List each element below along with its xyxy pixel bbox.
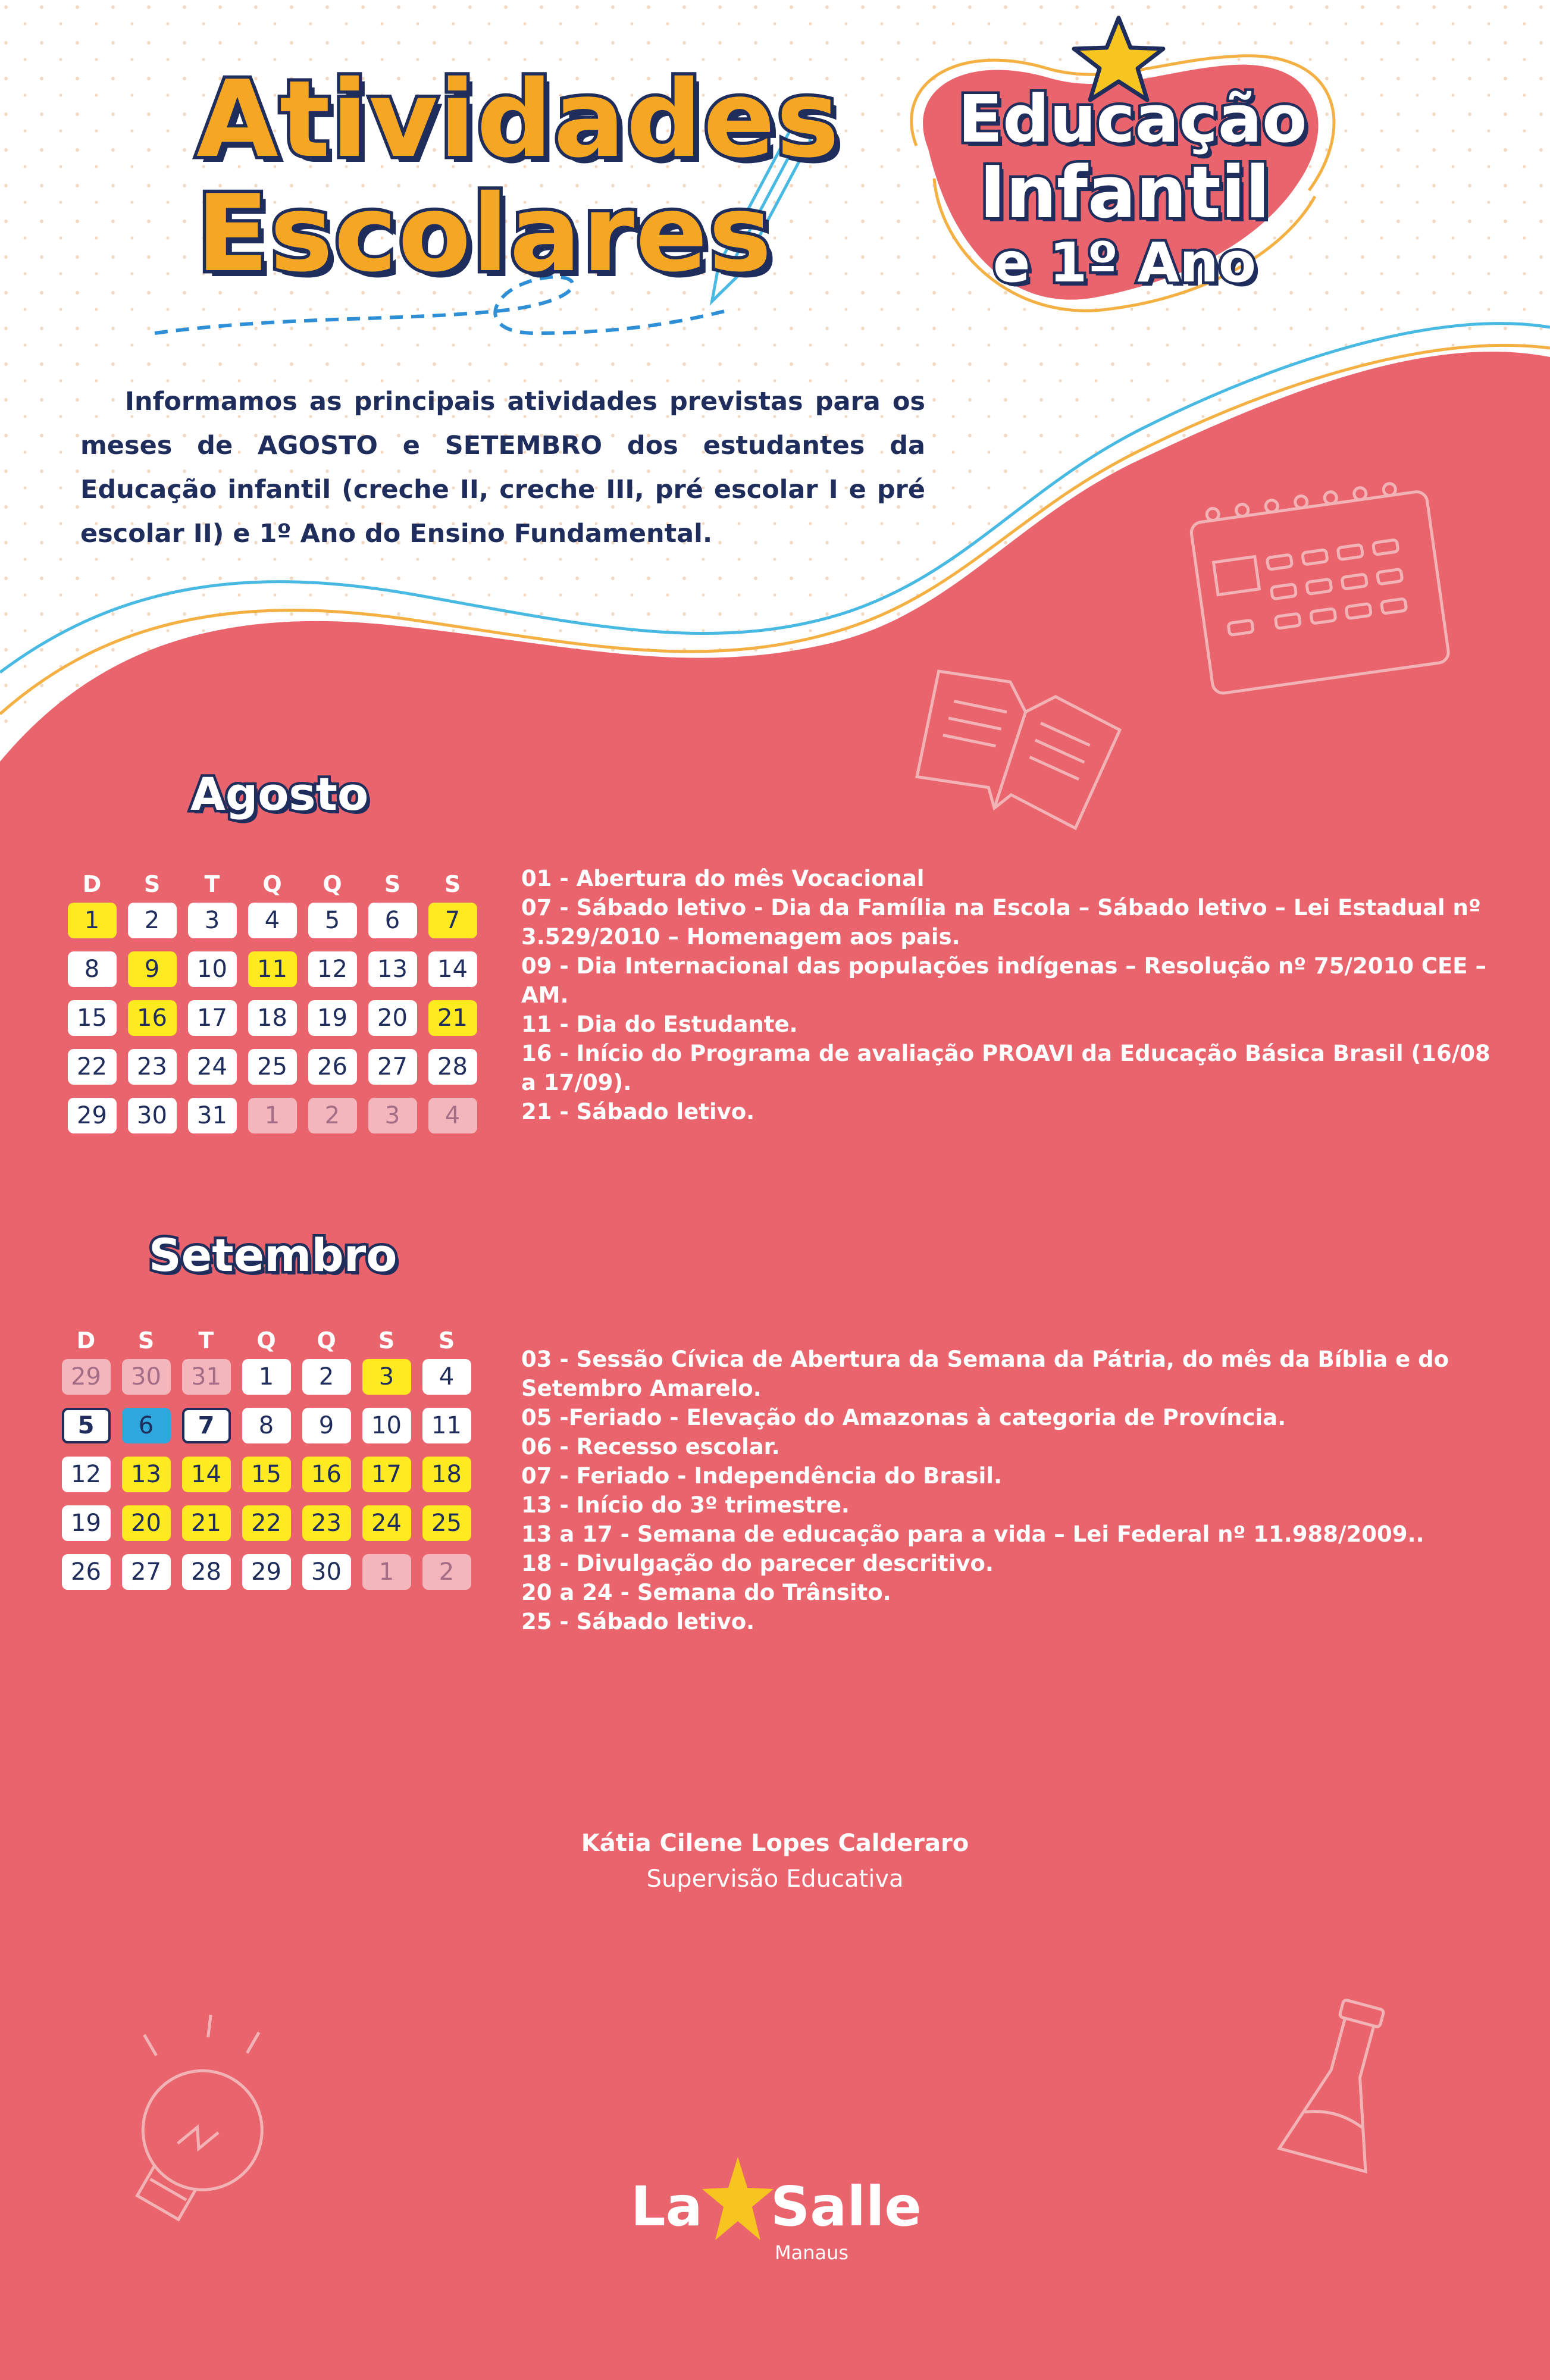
weekday-label: T — [204, 871, 220, 897]
calendar-day: 9 — [302, 1408, 351, 1443]
calendar-day: 23 — [128, 1049, 177, 1085]
calendar-day: 7 — [182, 1408, 231, 1443]
calendar-day: 29 — [242, 1554, 291, 1590]
calendar-day: 19 — [62, 1505, 111, 1541]
calendar-day: 4 — [248, 903, 297, 938]
calendar-week — [62, 1098, 502, 1147]
weekday-label: Q — [317, 1327, 336, 1354]
event-item: 20 a 24 - Semana do Trânsito. — [521, 1580, 891, 1605]
calendar-day: 16 — [302, 1457, 351, 1492]
august-title: Agosto — [190, 768, 369, 821]
calendar-day: 11 — [422, 1408, 471, 1443]
signature-role: Supervisão Educativa — [646, 1865, 904, 1893]
intro-paragraph: Informamos as principais atividades previstas para os meses de AGOSTO e SETEMBRO dos estudantes da Educação infantil (creche II, creche III, pré escolar I e pré escolar II) e 1º Ano do Ensino Fundamental. — [80, 387, 925, 549]
calendar-day: 24 — [188, 1049, 237, 1085]
calendar-day: 6 — [122, 1408, 171, 1443]
calendar-day: 26 — [62, 1554, 111, 1590]
signature-name: Kátia Cilene Lopes Calderaro — [581, 1830, 969, 1857]
calendar-day: 24 — [362, 1505, 411, 1541]
weekday-label: Q — [322, 871, 342, 897]
event-item: 09 - Dia Internacional das populações indígenas – Resolução nº 75/2010 CEE – AM. — [521, 953, 1486, 1008]
weekday-label: S — [384, 871, 401, 897]
la-salle-logo — [631, 2157, 922, 2264]
weekday-header — [56, 1322, 496, 1359]
calendar-day: 28 — [182, 1554, 231, 1590]
calendar-day: 29 — [68, 1098, 117, 1133]
calendar-day: 2 — [302, 1359, 351, 1395]
calendar-week — [62, 903, 502, 951]
logo-word-salle: Salle — [771, 2175, 922, 2238]
weekday-label: S — [378, 1327, 395, 1354]
september-title: Setembro — [149, 1229, 397, 1282]
audience-badge — [958, 81, 1307, 295]
calendar-day: 22 — [68, 1049, 117, 1085]
august-events — [521, 864, 1497, 1126]
calendar-day: 15 — [242, 1457, 291, 1492]
event-item: 13 a 17 - Semana de educação para a vida – Lei Federal nº 11.988/2009.. — [521, 1521, 1424, 1547]
calendar-day: 13 — [122, 1457, 171, 1492]
event-item: 21 - Sábado letivo. — [521, 1099, 755, 1125]
calendar-week — [56, 1457, 496, 1505]
event-item: 11 - Dia do Estudante. — [521, 1012, 798, 1037]
event-item: 07 - Feriado - Independência do Brasil. — [521, 1463, 1003, 1489]
calendar-day: 1 — [68, 903, 117, 938]
calendar-day: 6 — [368, 903, 417, 938]
calendar-day: 1 — [248, 1098, 297, 1133]
event-item: 07 - Sábado letivo - Dia da Família na Escola – Sábado letivo – Lei Estadual nº 3.529/2010 – Homenagem aos pais. — [521, 895, 1481, 950]
calendar-day: 18 — [422, 1457, 471, 1492]
weekday-label: S — [143, 871, 161, 897]
calendar-day: 17 — [188, 1000, 237, 1036]
calendar-week — [56, 1408, 496, 1457]
calendar-day: 30 — [302, 1554, 351, 1590]
calendar-day: 30 — [128, 1098, 177, 1133]
calendar-day: 3 — [188, 903, 237, 938]
calendar-day: 13 — [368, 951, 417, 987]
calendar-day: 20 — [368, 1000, 417, 1036]
calendar-day: 19 — [308, 1000, 357, 1036]
title-line-1: Atividades — [196, 58, 841, 181]
calendar-day: 21 — [428, 1000, 477, 1036]
calendar-day: 21 — [182, 1505, 231, 1541]
calendar-day: 4 — [422, 1359, 471, 1395]
calendar-day: 14 — [428, 951, 477, 987]
calendar-day: 31 — [188, 1098, 237, 1133]
calendar-day: 25 — [248, 1049, 297, 1085]
calendar-day: 3 — [362, 1359, 411, 1395]
weekday-label: S — [438, 1327, 455, 1354]
calendar-day: 8 — [242, 1408, 291, 1443]
calendar-day: 2 — [128, 903, 177, 938]
calendar-week — [56, 1554, 496, 1603]
calendar-day: 11 — [248, 951, 297, 987]
september-calendar — [56, 1322, 496, 1603]
weekday-label: Q — [256, 1327, 276, 1354]
calendar-day: 27 — [122, 1554, 171, 1590]
weekday-label: T — [198, 1327, 214, 1354]
weekday-label: D — [82, 871, 102, 897]
badge-line-2: Infantil — [979, 152, 1270, 234]
event-item: 05 -Feriado - Elevação do Amazonas à categoria de Província. — [521, 1405, 1286, 1430]
calendar-week — [62, 951, 502, 1000]
calendar-day: 16 — [128, 1000, 177, 1036]
event-item: 18 - Divulgação do parecer descritivo. — [521, 1551, 994, 1576]
calendar-day: 23 — [302, 1505, 351, 1541]
calendar-day: 9 — [128, 951, 177, 987]
calendar-day: 17 — [362, 1457, 411, 1492]
weekday-label: Q — [262, 871, 282, 897]
logo-city: Manaus — [775, 2241, 849, 2264]
badge-line-1: Educação — [958, 81, 1307, 157]
weekday-label: S — [137, 1327, 155, 1354]
page-title — [196, 58, 841, 295]
event-item: 13 - Início do 3º trimestre. — [521, 1492, 850, 1518]
august-calendar — [62, 866, 502, 1147]
calendar-day: 10 — [362, 1408, 411, 1443]
event-item: 16 - Início do Programa de avaliação PROAVI da Educação Básica Brasil (16/08 a 17/09). — [521, 1041, 1490, 1095]
calendar-day: 28 — [428, 1049, 477, 1085]
calendar-day: 25 — [422, 1505, 471, 1541]
calendar-day: 12 — [62, 1457, 111, 1492]
calendar-day: 15 — [68, 1000, 117, 1036]
calendar-day: 20 — [122, 1505, 171, 1541]
calendar-day: 10 — [188, 951, 237, 987]
logo-star-icon — [702, 2157, 774, 2246]
calendar-day: 1 — [362, 1554, 411, 1590]
calendar-day: 2 — [422, 1554, 471, 1590]
calendar-day: 5 — [62, 1408, 111, 1443]
calendar-day: 30 — [122, 1359, 171, 1395]
logo-word-la: La — [631, 2175, 703, 2238]
calendar-week — [62, 1049, 502, 1098]
title-line-2: Escolares — [196, 172, 773, 295]
calendar-day: 26 — [308, 1049, 357, 1085]
calendar-day: 12 — [308, 951, 357, 987]
weekday-header — [62, 866, 502, 903]
calendar-day: 8 — [68, 951, 117, 987]
calendar-day: 3 — [368, 1098, 417, 1133]
calendar-day: 14 — [182, 1457, 231, 1492]
calendar-day: 29 — [62, 1359, 111, 1395]
weekday-label: S — [444, 871, 461, 897]
september-events — [521, 1345, 1497, 1636]
event-item: 01 - Abertura do mês Vocacional — [521, 866, 925, 891]
calendar-week — [56, 1505, 496, 1554]
calendar-week — [56, 1359, 496, 1408]
calendar-day: 22 — [242, 1505, 291, 1541]
event-item: 25 - Sábado letivo. — [521, 1609, 755, 1634]
calendar-day: 4 — [428, 1098, 477, 1133]
calendar-day: 5 — [308, 903, 357, 938]
event-item: 06 - Recesso escolar. — [521, 1434, 780, 1460]
weekday-label: D — [76, 1327, 96, 1354]
calendar-day: 27 — [368, 1049, 417, 1085]
calendar-week — [62, 1000, 502, 1049]
badge-line-3: e 1º Ano — [992, 231, 1257, 295]
calendar-day: 1 — [242, 1359, 291, 1395]
event-item: 03 - Sessão Cívica de Abertura da Semana da Pátria, do mês da Bíblia e do Setembro Amarelo. — [521, 1346, 1449, 1401]
calendar-day: 2 — [308, 1098, 357, 1133]
calendar-day: 18 — [248, 1000, 297, 1036]
calendar-day: 31 — [182, 1359, 231, 1395]
calendar-day: 7 — [428, 903, 477, 938]
